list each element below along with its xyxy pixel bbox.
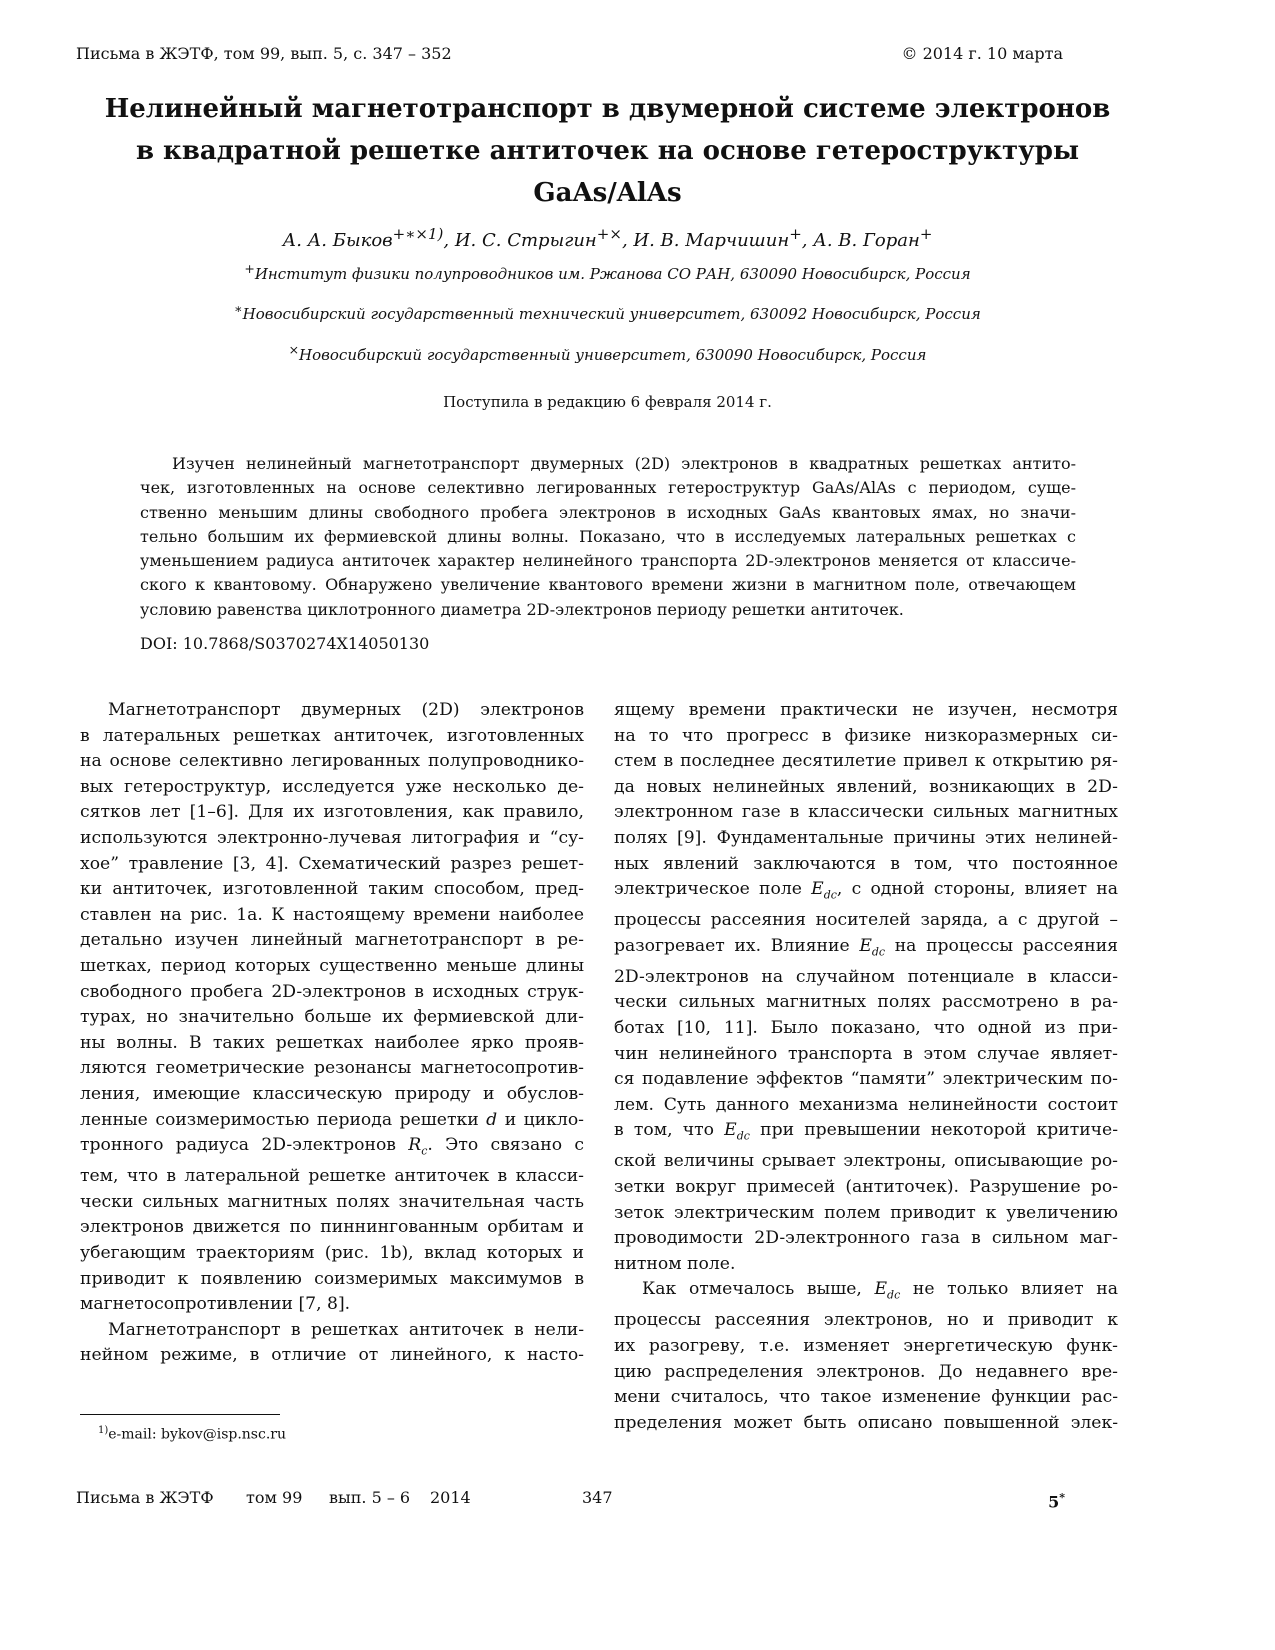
affiliation-mark: +: [244, 261, 255, 276]
body-line: магнетосопротивлении [7, 8].: [80, 1294, 351, 1315]
received-date: Поступила в редакцию 6 февраля 2014 г.: [443, 393, 772, 411]
body-line: ся подавление эффектов “памяти” электрическим по-: [614, 1069, 1118, 1090]
math-var: d: [486, 1109, 498, 1130]
abstract-line: ственно меньшим длины свободного пробега электронов в исходных GaAs квантовых ямах, но значи-: [140, 502, 1076, 522]
body-line: [614, 1277, 1118, 1308]
body-line: сятков лет [1–6]. Для их изготовления, как правило,: [80, 802, 584, 823]
body-line: ных явлений заключаются в том, что постоянное: [614, 853, 1118, 874]
author-name: А. В. Горан: [813, 230, 920, 251]
abstract-line: ского к квантовому. Обнаружено увеличение квантового времени жизни в магнитном поле, отвечающем: [140, 575, 1076, 595]
page-number: 347: [582, 1488, 613, 1507]
text-run: Как отмечалось выше,: [642, 1279, 875, 1300]
body-line: убегающим траекториям (рис. 1b), вклад которых и: [80, 1242, 584, 1263]
footnote-text: e-mail: bykov@isp.nsc.ru: [108, 1426, 286, 1443]
footer-volume: том 99: [246, 1488, 303, 1507]
body-line: их разогреву, т.е. изменяет энергетическую функ-: [614, 1336, 1118, 1356]
body-line: приводит к появлению соизмеримых максимумов в: [80, 1268, 584, 1289]
body-line: [614, 877, 1118, 908]
math-var: E: [811, 879, 824, 900]
text-run: не только влияет на: [900, 1279, 1118, 1300]
body-line: процессы рассеяния носителей заряда, а с другой –: [614, 910, 1118, 931]
author-name: И. С. Стрыгин: [454, 230, 597, 251]
author-marks: +×: [596, 225, 622, 243]
body-line: нитном поле.: [614, 1253, 736, 1274]
footnote: [98, 1421, 286, 1445]
affiliation: [100, 339, 1115, 366]
math-subscript: c: [421, 1144, 428, 1158]
body-line: ки антиточек, изготовленной таким способом, пред-: [80, 879, 584, 900]
body-line: хое” травление [3, 4]. Схематический разрез решет-: [80, 853, 584, 874]
body-line: пределения может быть описано повышенной элек-: [614, 1412, 1118, 1433]
signature-number: 5: [1048, 1492, 1060, 1512]
math-subscript: dc: [823, 888, 837, 902]
affiliation: [100, 298, 1115, 325]
body-line: шетках, период которых существенно меньше длины: [80, 955, 584, 976]
body-line: чин нелинейного транспорта в этом случае являет-: [614, 1043, 1118, 1064]
body-line: 2D-электронов на случайном потенциале в класси-: [614, 966, 1118, 987]
journal-reference: Письма в ЖЭТФ, том 99, вып. 5, с. 347 – 352: [76, 44, 452, 63]
text-run: при превышении некоторой критиче-: [749, 1120, 1118, 1141]
math-var: R: [408, 1135, 422, 1156]
abstract-line: уменьшением радиуса антиточек характер нелинейного транспорта 2D-электронов меняется от классиче-: [140, 551, 1076, 571]
text-run: ленные соизмеримостью периода решетки: [80, 1109, 487, 1130]
math-var: E: [874, 1279, 888, 1300]
text-run: и цикло-: [497, 1109, 584, 1130]
affiliation: [100, 258, 1115, 285]
text-run: . Это связано с: [427, 1135, 584, 1156]
footnote-rule: [80, 1414, 280, 1415]
abstract-line: чек, изготовленных на основе селективно легированных гетероструктур GaAs/AlAs с периодом, суще-: [140, 478, 1076, 498]
body-line: стем в последнее десятилетие привел к открытию ря-: [614, 751, 1118, 772]
math-var: E: [859, 935, 872, 956]
text-run: на процессы рассеяния: [885, 935, 1119, 956]
body-line: зеток электрическим полем приводит к увеличению: [614, 1202, 1118, 1223]
body-column-left: [80, 698, 584, 1369]
math-subscript: dc: [887, 1288, 901, 1302]
publication-date: © 2014 г. 10 марта: [901, 44, 1063, 63]
text-run: , с одной стороны, влияет на: [836, 879, 1118, 900]
body-line: [80, 1133, 584, 1164]
body-line: используются электронно-лучевая литография и “су-: [80, 827, 584, 848]
body-line: ления, имеющие классическую природу и обуслов-: [80, 1083, 584, 1104]
affiliation-mark: ∗: [234, 301, 243, 316]
footer-year: 2014: [430, 1488, 471, 1507]
text-run: электрическое поле: [614, 879, 812, 900]
signature-mark: [1048, 1488, 1065, 1512]
author-name: И. В. Марчишин: [633, 230, 790, 251]
footer-issue: вып. 5 – 6: [329, 1488, 411, 1507]
text-run: тронного радиуса 2D-электронов: [80, 1135, 409, 1156]
body-line: процессы рассеяния электронов, но и приводит к: [614, 1310, 1118, 1331]
body-line: электронов движется по пиннингованным орбитам и: [80, 1217, 584, 1238]
affiliation-text: Новосибирский государственный университет, 630090 Новосибирск, Россия: [299, 346, 927, 364]
article-title: [100, 88, 1115, 214]
body-line: проводимости 2D-электронного газа в сильном маг-: [614, 1228, 1118, 1249]
math-var: E: [724, 1120, 737, 1141]
author-marks: +: [919, 225, 933, 243]
title-line: Нелинейный магнетотранспорт в двумерной системе электронов: [104, 94, 1111, 124]
body-line: цию распределения электронов. До недавнего вре-: [614, 1361, 1118, 1382]
author-marks: +∗×1): [392, 225, 444, 243]
abstract: [140, 452, 1076, 622]
title-line: GaAs/AlAs: [533, 178, 682, 208]
body-line: полях [9]. Фундаментальные причины этих нелиней-: [614, 827, 1118, 848]
body-line: в латеральных решетках антиточек, изготовленных: [80, 725, 584, 746]
body-line: нейном режиме, в отличие от линейного, к насто-: [80, 1345, 584, 1366]
body-line: чески сильных магнитных полях значительная часть: [80, 1191, 584, 1212]
body-line: ской величины срывает электроны, описывающие ро-: [614, 1151, 1118, 1172]
author-name: А. А. Быков: [282, 230, 393, 251]
body-line: ляются геометрические резонансы магнетосопротив-: [80, 1058, 584, 1079]
body-line: Магнетотранспорт в решетках антиточек в нели-: [108, 1319, 584, 1340]
affiliation-mark: ×: [288, 342, 300, 357]
body-line: да новых нелинейных явлений, возникающих в 2D-: [614, 776, 1118, 797]
author-list: А. А. Быков$^{+∗\times 1)}$, И. С. Стрыгин+×, И. В. Марчишин+, А. В. Горан+: [282, 225, 933, 251]
signature-star: *: [1059, 1491, 1065, 1504]
body-line: на то что прогресс в физике низкоразмерных си-: [614, 725, 1118, 746]
body-line: [80, 1108, 584, 1134]
body-line: вых гетероструктур, исследуется уже несколько де-: [80, 776, 584, 797]
footer-journal: Письма в ЖЭТФ: [76, 1488, 214, 1507]
body-line: Магнетотранспорт двумерных (2D) электронов: [108, 700, 584, 720]
math-subscript: dc: [871, 945, 886, 959]
title-line: в квадратной решетке антиточек на основе гетероструктуры: [135, 136, 1080, 166]
body-column-right: [614, 698, 1118, 1436]
body-line: ны волны. В таких решетках наиболее ярко прояв-: [80, 1032, 584, 1053]
body-line: тем, что в латеральной решетке антиточек в класси-: [80, 1166, 584, 1187]
body-line: на основе селективно легированных полупроводнико-: [80, 751, 584, 772]
affiliation-text: Институт физики полупроводников им. Ржанова СО РАН, 630090 Новосибирск, Россия: [254, 265, 971, 283]
math-subscript: dc: [736, 1129, 750, 1143]
body-line: зетки вокруг примесей (антиточек). Разрушение ро-: [614, 1177, 1118, 1197]
body-line: мени считалось, что такое изменение функции рас-: [614, 1387, 1118, 1408]
body-line: лем. Суть данного механизма нелинейности состоит: [614, 1094, 1118, 1115]
author-marks: +: [789, 225, 802, 243]
text-run: в том, что: [614, 1120, 725, 1141]
body-line: ящему времени практически не изучен, несмотря: [614, 700, 1118, 720]
abstract-line: условию равенства циклотронного диаметра 2D-электронов периоду решетки антиточек.: [140, 599, 904, 619]
body-line: турах, но значительно больше их фермиевской дли-: [80, 1007, 584, 1028]
doi: DOI: 10.7868/S0370274X14050130: [140, 634, 430, 653]
body-line: [614, 934, 1118, 965]
footnote-mark: 1): [98, 1425, 109, 1436]
body-line: ставлен на рис. 1a. К настоящему времени наиболее: [80, 904, 584, 925]
body-line: свободного пробега 2D-электронов в исходных струк-: [80, 981, 584, 1002]
body-line: электронном газе в классически сильных магнитных: [614, 802, 1118, 823]
affiliation-text: Новосибирский государственный технический университет, 630092 Новосибирск, Россия: [242, 305, 981, 323]
body-line: [614, 1118, 1118, 1149]
abstract-line: Изучен нелинейный магнетотранспорт двумерных (2D) электронов в квадратных решетках антито-: [172, 454, 1076, 473]
text-run: разогревает их. Влияние: [614, 935, 860, 956]
body-line: чески сильных магнитных полях рассмотрено в ра-: [614, 992, 1118, 1013]
body-line: ботах [10, 11]. Было показано, что одной из при-: [614, 1018, 1118, 1038]
body-line: детально изучен линейный магнетотранспорт в ре-: [80, 930, 584, 951]
abstract-line: тельно большим их фермиевской длины волны. Показано, что в исследуемых латеральных решетках с: [140, 526, 1076, 546]
